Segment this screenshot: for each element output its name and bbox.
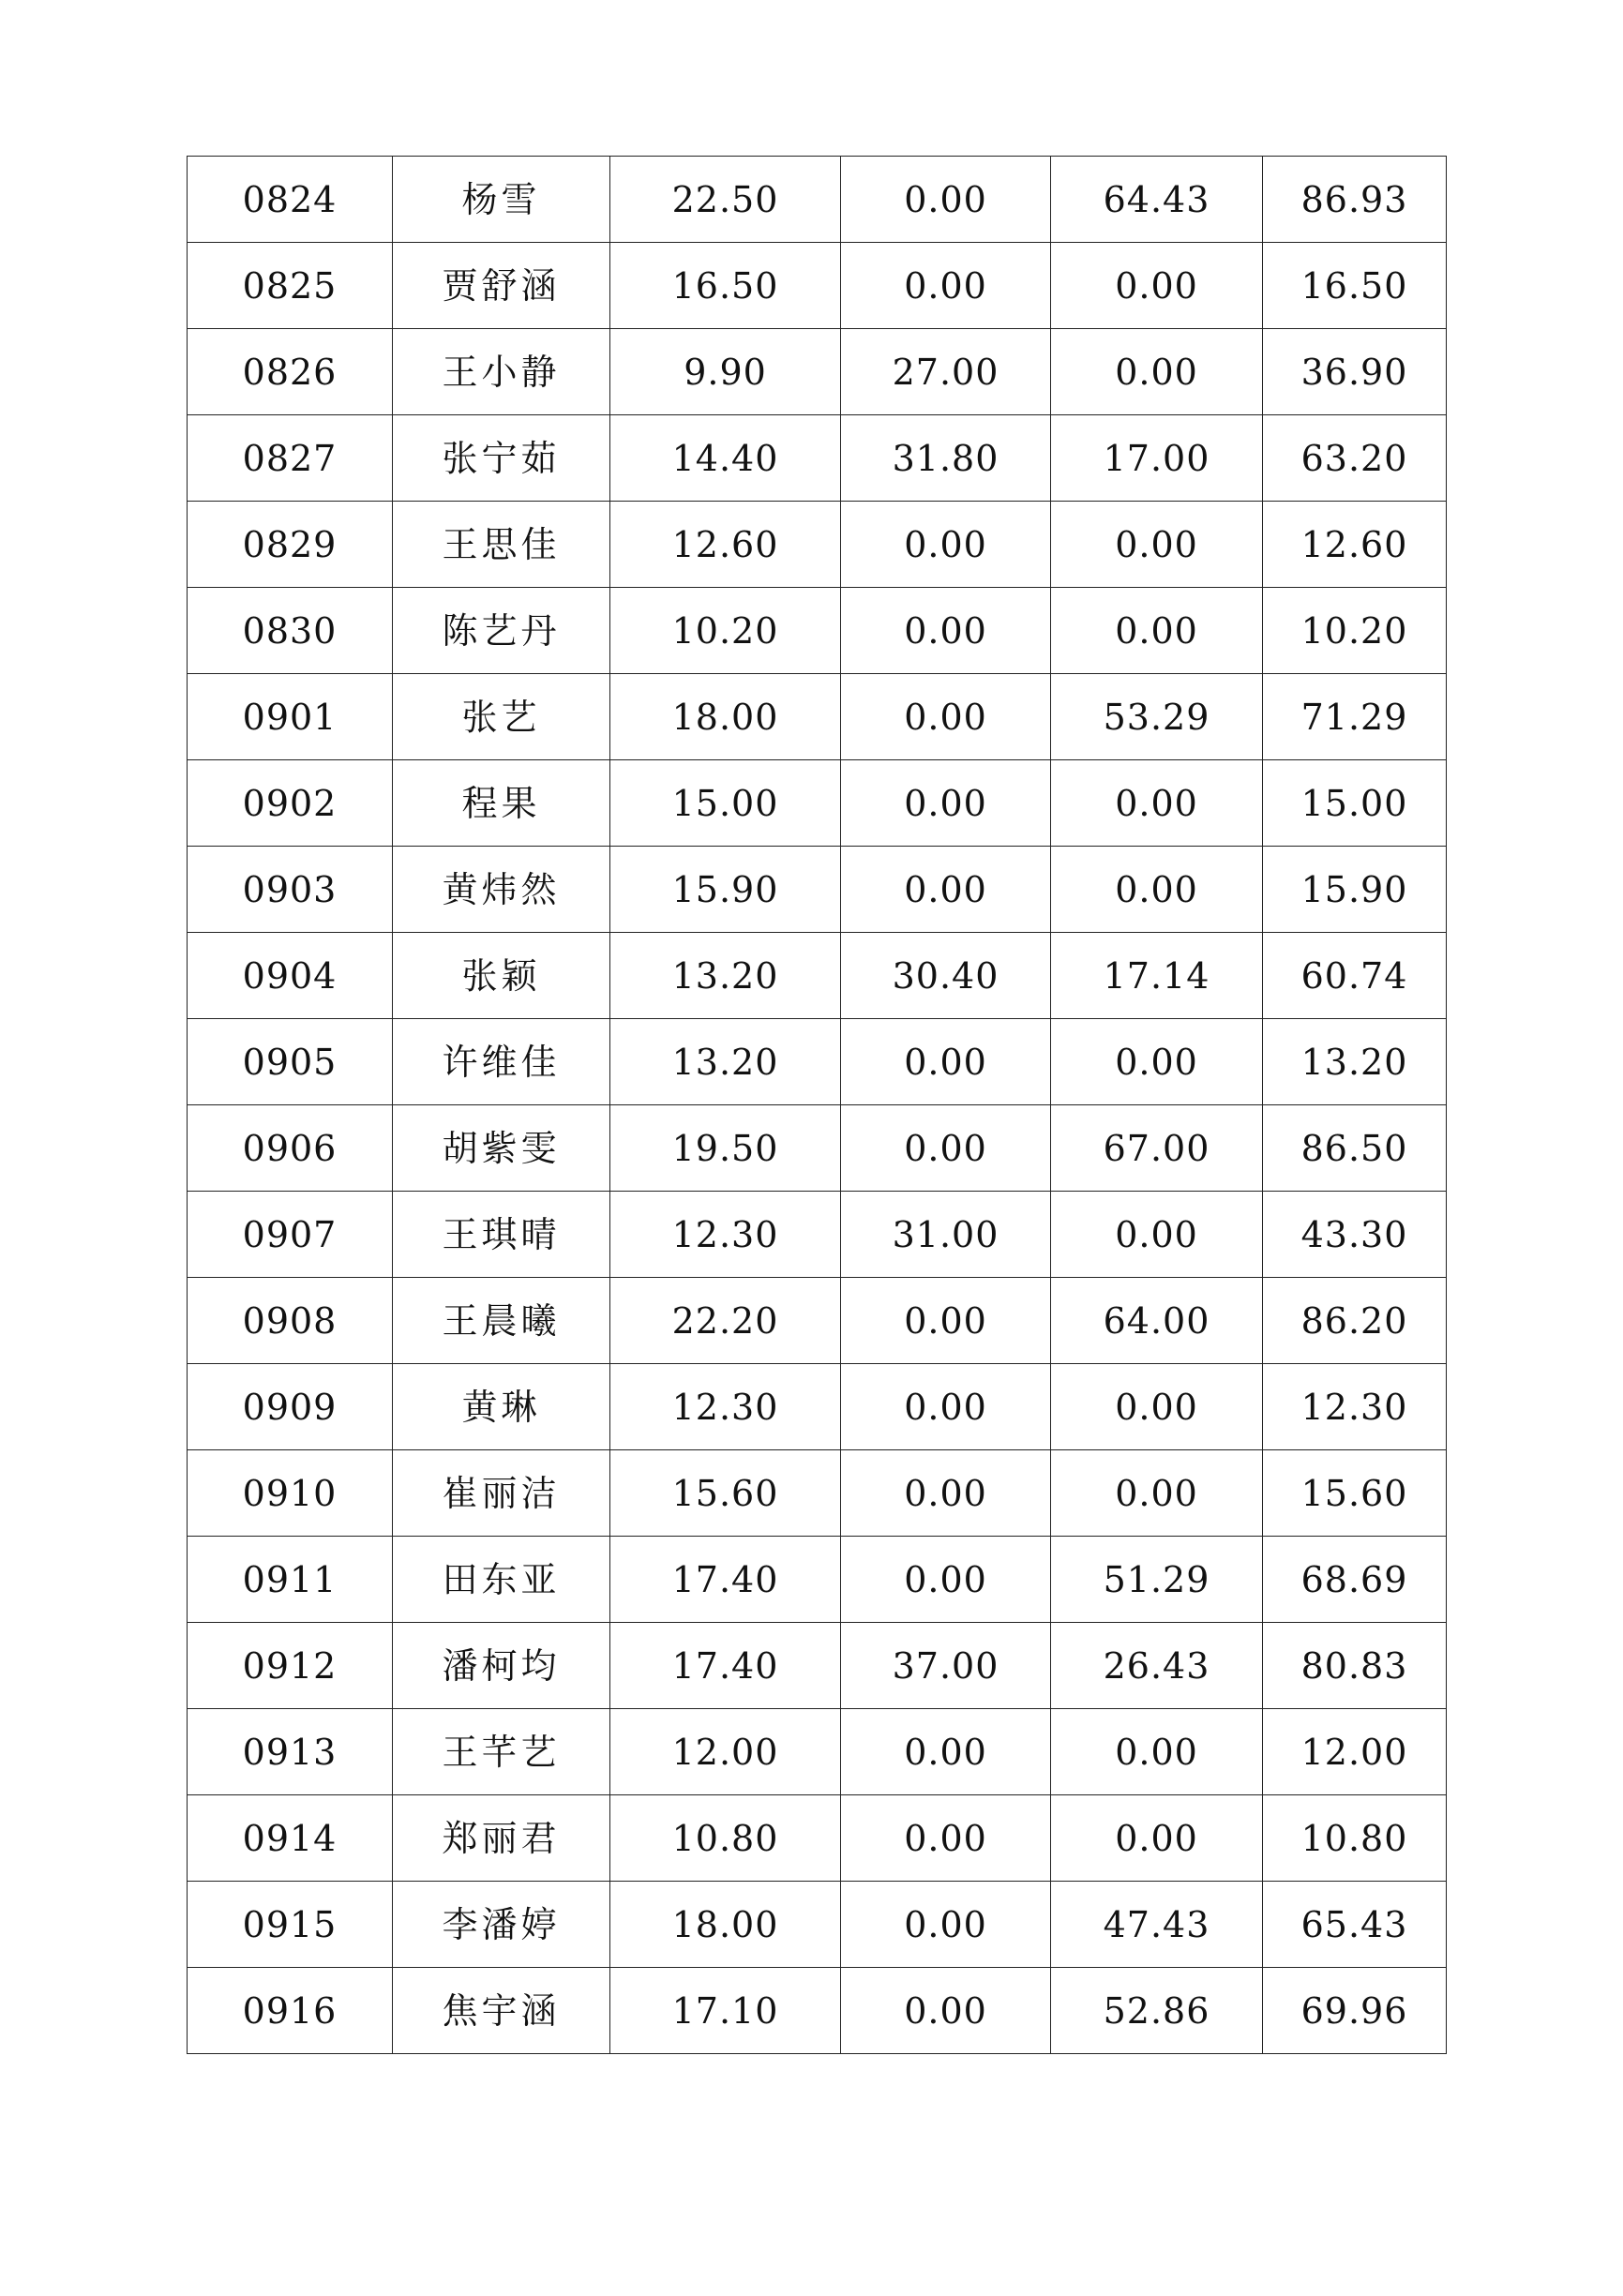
score-2-cell: 0.00 xyxy=(841,847,1051,933)
total-score-cell: 15.90 xyxy=(1263,847,1447,933)
score-1-cell: 12.00 xyxy=(610,1709,841,1795)
table-row xyxy=(188,1623,1447,1709)
table-row xyxy=(188,760,1447,847)
score-2-cell: 0.00 xyxy=(841,1019,1051,1105)
score-2-cell: 0.00 xyxy=(841,1795,1051,1882)
total-score-cell: 63.20 xyxy=(1263,415,1447,502)
score-2-cell: 0.00 xyxy=(841,1364,1051,1450)
score-3-cell: 17.00 xyxy=(1051,415,1263,502)
score-3-cell: 0.00 xyxy=(1051,1450,1263,1537)
total-score-cell: 43.30 xyxy=(1263,1192,1447,1278)
student-id-cell: 0901 xyxy=(188,674,393,760)
score-1-cell: 13.20 xyxy=(610,1019,841,1105)
score-3-cell: 51.29 xyxy=(1051,1537,1263,1623)
total-score-cell: 15.00 xyxy=(1263,760,1447,847)
score-3-cell: 0.00 xyxy=(1051,1192,1263,1278)
table-row xyxy=(188,329,1447,415)
student-name-cell: 王晨曦 xyxy=(393,1278,610,1364)
score-1-cell: 15.60 xyxy=(610,1450,841,1537)
student-id-cell: 0911 xyxy=(188,1537,393,1623)
total-score-cell: 16.50 xyxy=(1263,243,1447,329)
student-id-cell: 0829 xyxy=(188,502,393,588)
score-2-cell: 0.00 xyxy=(841,1882,1051,1968)
score-3-cell: 0.00 xyxy=(1051,1019,1263,1105)
student-id-cell: 0826 xyxy=(188,329,393,415)
student-id-cell: 0907 xyxy=(188,1192,393,1278)
score-1-cell: 22.20 xyxy=(610,1278,841,1364)
score-3-cell: 0.00 xyxy=(1051,847,1263,933)
student-id-cell: 0915 xyxy=(188,1882,393,1968)
score-table xyxy=(187,156,1447,2054)
student-id-cell: 0902 xyxy=(188,760,393,847)
student-name-cell: 王芊艺 xyxy=(393,1709,610,1795)
score-2-cell: 0.00 xyxy=(841,157,1051,243)
score-1-cell: 22.50 xyxy=(610,157,841,243)
table-row xyxy=(188,933,1447,1019)
score-2-cell: 0.00 xyxy=(841,502,1051,588)
table-row xyxy=(188,502,1447,588)
score-2-cell: 0.00 xyxy=(841,1105,1051,1192)
student-id-cell: 0830 xyxy=(188,588,393,674)
total-score-cell: 12.00 xyxy=(1263,1709,1447,1795)
student-id-cell: 0825 xyxy=(188,243,393,329)
total-score-cell: 36.90 xyxy=(1263,329,1447,415)
student-name-cell: 崔丽洁 xyxy=(393,1450,610,1537)
table-row xyxy=(188,1795,1447,1882)
student-name-cell: 贾舒涵 xyxy=(393,243,610,329)
total-score-cell: 80.83 xyxy=(1263,1623,1447,1709)
total-score-cell: 65.43 xyxy=(1263,1882,1447,1968)
student-name-cell: 焦宇涵 xyxy=(393,1968,610,2054)
table-row xyxy=(188,415,1447,502)
score-1-cell: 12.30 xyxy=(610,1192,841,1278)
student-name-cell: 黄琳 xyxy=(393,1364,610,1450)
total-score-cell: 10.80 xyxy=(1263,1795,1447,1882)
student-name-cell: 张颖 xyxy=(393,933,610,1019)
table-row xyxy=(188,588,1447,674)
table-row xyxy=(188,1105,1447,1192)
score-1-cell: 10.80 xyxy=(610,1795,841,1882)
score-2-cell: 0.00 xyxy=(841,1537,1051,1623)
score-1-cell: 14.40 xyxy=(610,415,841,502)
table-row xyxy=(188,1364,1447,1450)
total-score-cell: 60.74 xyxy=(1263,933,1447,1019)
student-name-cell: 黄炜然 xyxy=(393,847,610,933)
score-3-cell: 0.00 xyxy=(1051,329,1263,415)
score-3-cell: 0.00 xyxy=(1051,502,1263,588)
table-row xyxy=(188,1192,1447,1278)
student-id-cell: 0914 xyxy=(188,1795,393,1882)
student-id-cell: 0906 xyxy=(188,1105,393,1192)
score-3-cell: 53.29 xyxy=(1051,674,1263,760)
score-1-cell: 18.00 xyxy=(610,1882,841,1968)
score-2-cell: 27.00 xyxy=(841,329,1051,415)
student-name-cell: 杨雪 xyxy=(393,157,610,243)
student-name-cell: 李潘婷 xyxy=(393,1882,610,1968)
table-row xyxy=(188,157,1447,243)
score-2-cell: 0.00 xyxy=(841,760,1051,847)
score-2-cell: 31.00 xyxy=(841,1192,1051,1278)
table-row xyxy=(188,847,1447,933)
student-name-cell: 王小静 xyxy=(393,329,610,415)
score-2-cell: 31.80 xyxy=(841,415,1051,502)
student-id-cell: 0903 xyxy=(188,847,393,933)
score-2-cell: 0.00 xyxy=(841,1709,1051,1795)
score-table-body xyxy=(188,157,1447,2054)
score-1-cell: 18.00 xyxy=(610,674,841,760)
score-1-cell: 12.60 xyxy=(610,502,841,588)
student-id-cell: 0827 xyxy=(188,415,393,502)
student-name-cell: 王思佳 xyxy=(393,502,610,588)
score-1-cell: 10.20 xyxy=(610,588,841,674)
table-row xyxy=(188,1278,1447,1364)
student-name-cell: 张艺 xyxy=(393,674,610,760)
score-3-cell: 47.43 xyxy=(1051,1882,1263,1968)
score-3-cell: 64.00 xyxy=(1051,1278,1263,1364)
student-id-cell: 0909 xyxy=(188,1364,393,1450)
score-1-cell: 16.50 xyxy=(610,243,841,329)
student-name-cell: 王琪晴 xyxy=(393,1192,610,1278)
score-2-cell: 0.00 xyxy=(841,243,1051,329)
score-3-cell: 0.00 xyxy=(1051,588,1263,674)
table-row xyxy=(188,1882,1447,1968)
score-1-cell: 17.10 xyxy=(610,1968,841,2054)
table-row xyxy=(188,1537,1447,1623)
score-2-cell: 30.40 xyxy=(841,933,1051,1019)
total-score-cell: 69.96 xyxy=(1263,1968,1447,2054)
student-id-cell: 0905 xyxy=(188,1019,393,1105)
student-name-cell: 胡紫雯 xyxy=(393,1105,610,1192)
score-3-cell: 64.43 xyxy=(1051,157,1263,243)
score-1-cell: 15.90 xyxy=(610,847,841,933)
total-score-cell: 86.50 xyxy=(1263,1105,1447,1192)
score-2-cell: 0.00 xyxy=(841,588,1051,674)
student-id-cell: 0908 xyxy=(188,1278,393,1364)
score-3-cell: 0.00 xyxy=(1051,1364,1263,1450)
student-id-cell: 0824 xyxy=(188,157,393,243)
student-name-cell: 田东亚 xyxy=(393,1537,610,1623)
total-score-cell: 12.30 xyxy=(1263,1364,1447,1450)
total-score-cell: 71.29 xyxy=(1263,674,1447,760)
score-3-cell: 67.00 xyxy=(1051,1105,1263,1192)
score-1-cell: 19.50 xyxy=(610,1105,841,1192)
student-name-cell: 程果 xyxy=(393,760,610,847)
score-1-cell: 13.20 xyxy=(610,933,841,1019)
score-3-cell: 26.43 xyxy=(1051,1623,1263,1709)
table-row xyxy=(188,1450,1447,1537)
student-name-cell: 许维佳 xyxy=(393,1019,610,1105)
student-name-cell: 潘柯均 xyxy=(393,1623,610,1709)
score-1-cell: 15.00 xyxy=(610,760,841,847)
student-name-cell: 郑丽君 xyxy=(393,1795,610,1882)
score-3-cell: 17.14 xyxy=(1051,933,1263,1019)
score-1-cell: 17.40 xyxy=(610,1623,841,1709)
student-name-cell: 张宁茹 xyxy=(393,415,610,502)
table-row xyxy=(188,1019,1447,1105)
student-id-cell: 0913 xyxy=(188,1709,393,1795)
table-row xyxy=(188,1709,1447,1795)
total-score-cell: 86.93 xyxy=(1263,157,1447,243)
student-id-cell: 0912 xyxy=(188,1623,393,1709)
score-1-cell: 12.30 xyxy=(610,1364,841,1450)
score-1-cell: 9.90 xyxy=(610,329,841,415)
total-score-cell: 10.20 xyxy=(1263,588,1447,674)
score-3-cell: 0.00 xyxy=(1051,243,1263,329)
table-row xyxy=(188,674,1447,760)
student-id-cell: 0910 xyxy=(188,1450,393,1537)
total-score-cell: 13.20 xyxy=(1263,1019,1447,1105)
score-3-cell: 0.00 xyxy=(1051,760,1263,847)
table-row xyxy=(188,1968,1447,2054)
total-score-cell: 15.60 xyxy=(1263,1450,1447,1537)
score-2-cell: 37.00 xyxy=(841,1623,1051,1709)
total-score-cell: 12.60 xyxy=(1263,502,1447,588)
student-id-cell: 0916 xyxy=(188,1968,393,2054)
score-1-cell: 17.40 xyxy=(610,1537,841,1623)
score-3-cell: 0.00 xyxy=(1051,1795,1263,1882)
score-2-cell: 0.00 xyxy=(841,1450,1051,1537)
student-id-cell: 0904 xyxy=(188,933,393,1019)
score-2-cell: 0.00 xyxy=(841,1278,1051,1364)
score-3-cell: 0.00 xyxy=(1051,1709,1263,1795)
score-3-cell: 52.86 xyxy=(1051,1968,1263,2054)
table-row xyxy=(188,243,1447,329)
score-2-cell: 0.00 xyxy=(841,674,1051,760)
total-score-cell: 68.69 xyxy=(1263,1537,1447,1623)
student-name-cell: 陈艺丹 xyxy=(393,588,610,674)
score-2-cell: 0.00 xyxy=(841,1968,1051,2054)
total-score-cell: 86.20 xyxy=(1263,1278,1447,1364)
